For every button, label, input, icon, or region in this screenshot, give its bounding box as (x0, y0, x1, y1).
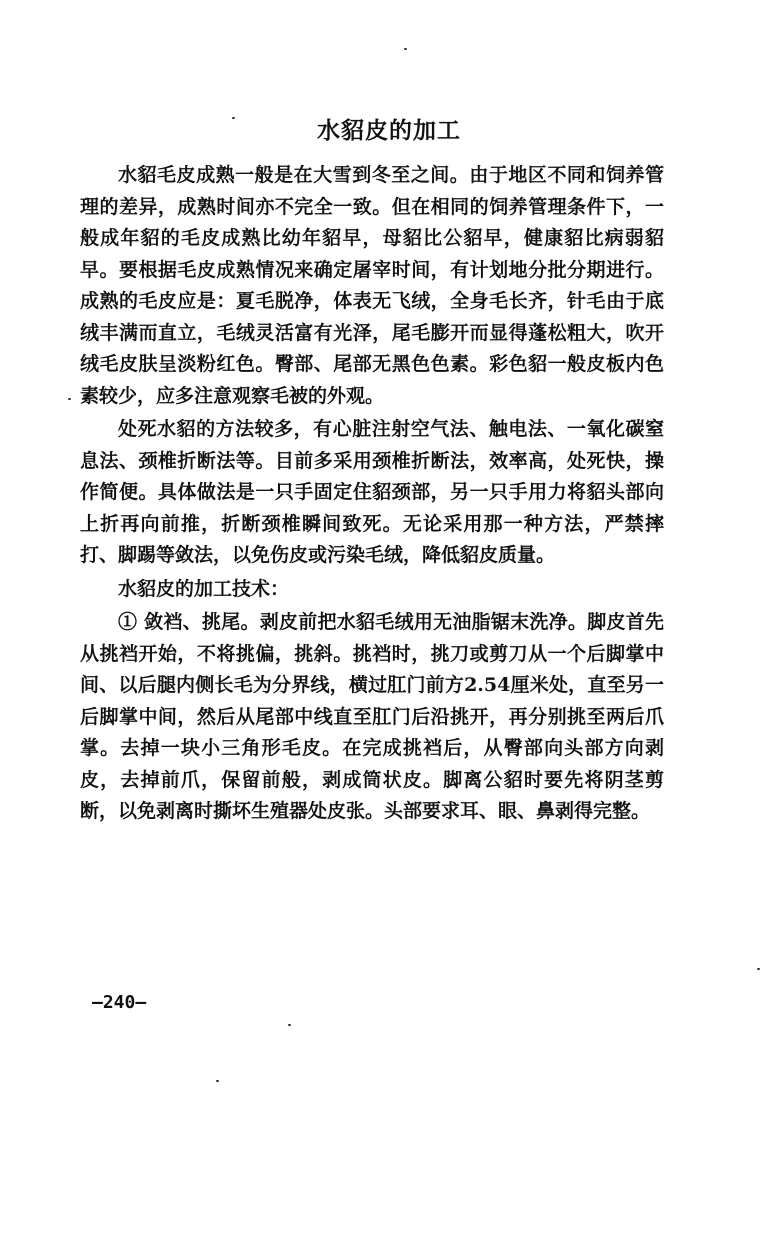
paragraph-killing-methods: 处死水貂的方法较多，有心脏注射空气法、触电法、一氧化碳窒息法、颈椎折断法等。目前多采用颈椎折断法，效率高，处死快，操作简便。具体做法是一只手固定住貂颈部，另一只手用力将貂头部向上折再向前推，折断颈椎瞬间致死。无论采用那一种方法，严禁摔打、脚踢等敛法，以免伤皮或污染毛绒，降低貂皮质量。 (80, 418, 664, 566)
paragraph-step-one: ① 敛裆、挑尾。剥皮前把水貂毛绒用无油脂锯末洗净。脚皮首先从挑裆开始，不将挑偏，挑斜。挑裆时，挑刀或剪刀从一个后脚掌中间、以后腿内侧长毛为分界线，横过肛门前方2.54厘米处，直至另一后脚掌中间，然后从尾部中线直至肛门后沿挑开，再分别挑至两后爪掌。去掉一块小三角形毛皮。在完成挑裆后，从臀部向头部方向剥皮，去掉前爪，保留前般，剥成筒状皮。脚离公貂时要先将阴茎剪断，以免剥离时撕坏生殖器处皮张。头部要求耳、眼、鼻剥得完整。 (80, 611, 664, 822)
scan-speck (757, 968, 760, 970)
scan-speck (68, 398, 71, 400)
body-text (80, 160, 664, 828)
page-number: —240— (92, 992, 147, 1013)
scan-speck (404, 48, 407, 50)
scan-speck (288, 1024, 291, 1026)
paragraph-maturity: 水貂毛皮成熟一般是在大雪到冬至之间。由于地区不同和饲养管理的差异，成熟时间亦不完全一致。但在相同的饲养管理条件下，一般成年貂的毛皮成熟比幼年貂早，母貂比公貂早，健康貂比病弱貂早。要根据毛皮成熟情况来确定屠宰时间，有计划地分批分期进行。成熟的毛皮应是：夏毛脱净，体表无飞绒，全身毛长齐，针毛由于底绒丰满而直立，毛绒灵活富有光泽，尾毛膨开而显得蓬松粗大，吹开绒毛皮肤呈淡粉红色。臀部、尾部无黑色色素。彩色貂一般皮板内色素较少，应多注意观察毛被的外观。 (80, 164, 664, 407)
paragraph-processing-heading: 水貂皮的加工技术： (118, 577, 290, 600)
scan-speck (216, 1080, 219, 1082)
scan-speck (232, 117, 235, 119)
page-title: 水貂皮的加工 (317, 117, 461, 144)
